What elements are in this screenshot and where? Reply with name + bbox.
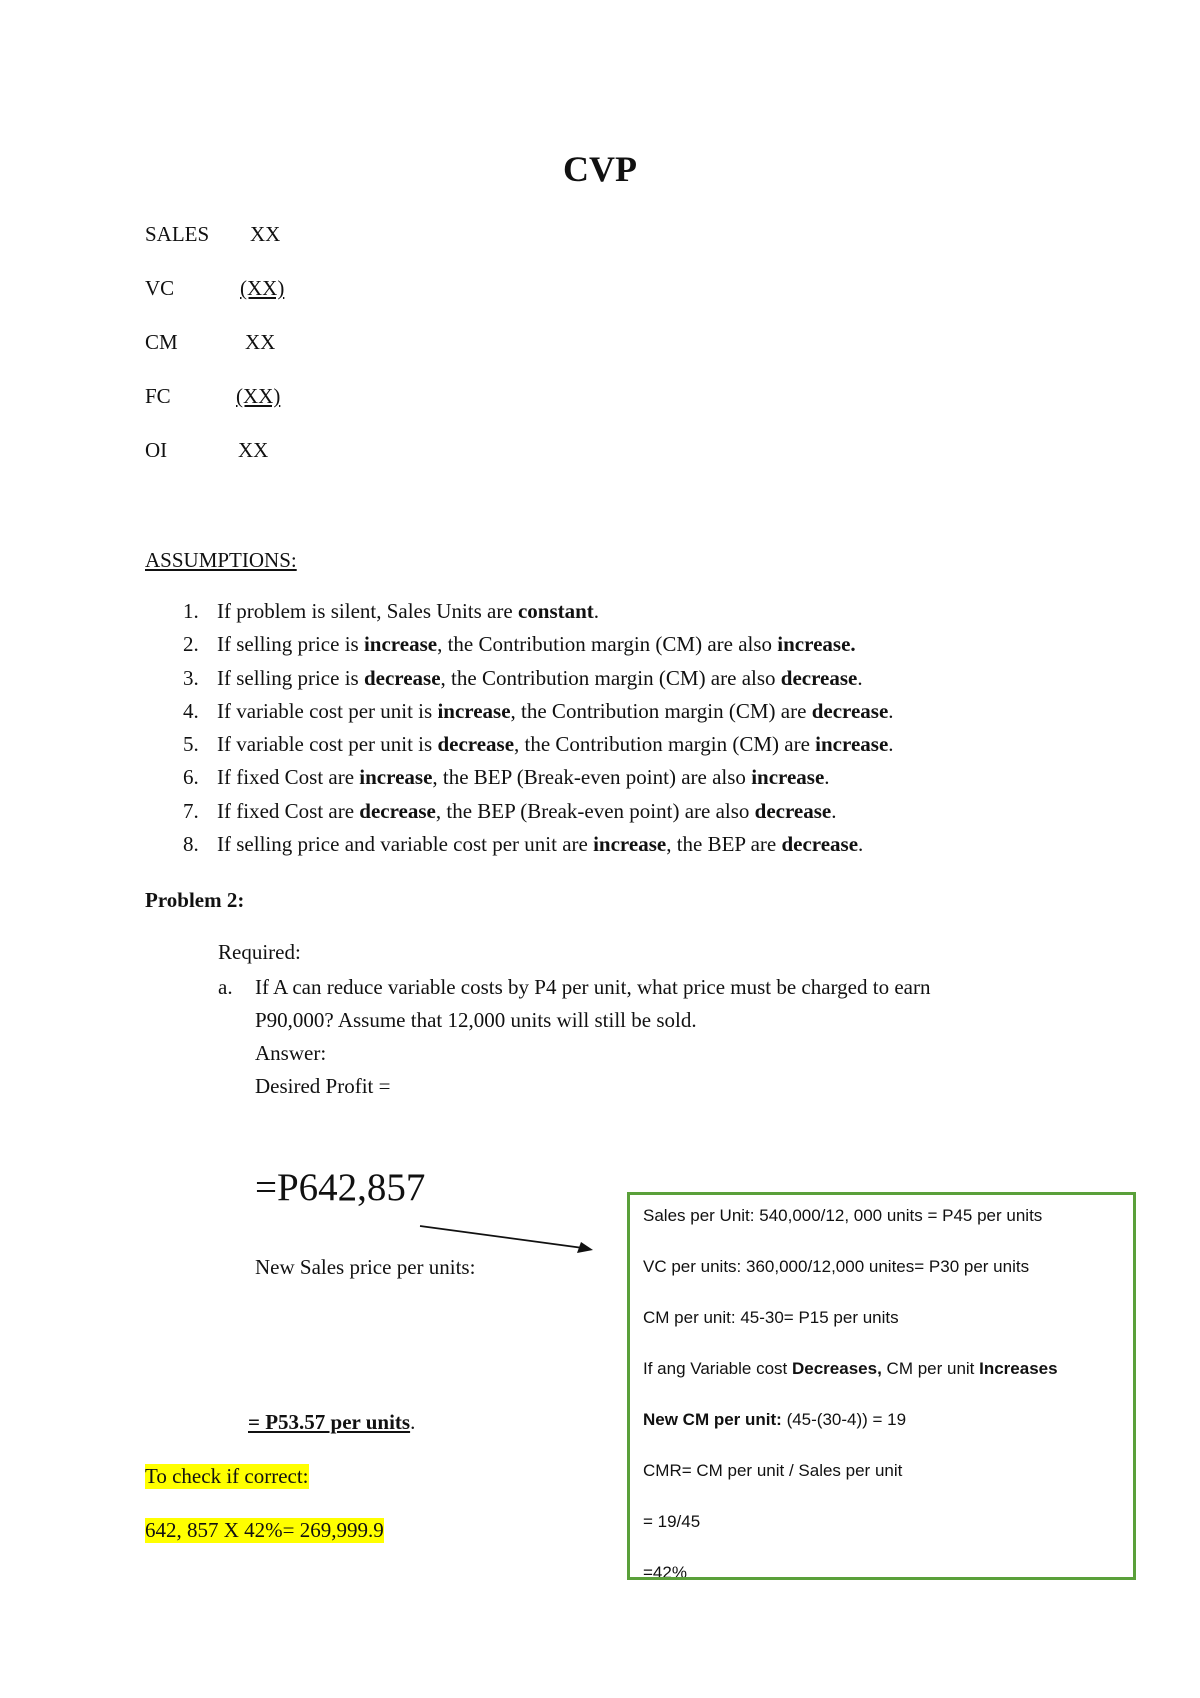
- assumption-bold: decrease: [437, 732, 515, 757]
- answer-label: Answer:: [255, 1041, 327, 1065]
- assumption-text: .: [831, 798, 837, 823]
- assumption-item: [145, 762, 894, 795]
- assumption-number: 8.: [183, 832, 199, 857]
- assumption-text: .: [857, 665, 863, 690]
- answer-value-text: = P53.57 per units: [248, 1410, 411, 1434]
- page-title: CVP: [563, 149, 637, 189]
- statement-label-vc: VC: [145, 276, 175, 300]
- check-calculation: 642, 857 X 42%= 269,999.9: [145, 1518, 384, 1542]
- assumption-bold: increase: [815, 732, 889, 757]
- box-line-cm-per-unit: [643, 1308, 899, 1328]
- problem-heading: Problem 2:: [145, 888, 245, 912]
- statement-label-fc: FC: [145, 384, 171, 408]
- assumption-text: , the Contribution margin (CM) are: [510, 698, 812, 723]
- required-label: Required:: [218, 940, 301, 964]
- box-bold: Increases: [979, 1359, 1058, 1378]
- box-label: Sales per Unit:: [643, 1206, 760, 1225]
- box-value: 540,000/12, 000 units = P45 per units: [759, 1206, 1043, 1225]
- assumptions-heading: ASSUMPTIONS:: [145, 548, 297, 572]
- box-line-note: [643, 1359, 1058, 1379]
- assumption-item: [145, 629, 894, 662]
- assumption-text: If selling price is: [217, 665, 364, 690]
- statement-value-oi: XX: [238, 438, 269, 462]
- assumption-text: If fixed Cost are: [217, 765, 360, 790]
- assumption-text: .: [593, 599, 600, 623]
- assumption-text: If problem is silent, Sales Units are: [217, 599, 518, 623]
- box-label: New CM per unit:: [643, 1410, 782, 1429]
- assumption-text: , the Contribution margin (CM) are: [514, 732, 816, 757]
- assumption-bold: increase: [593, 832, 667, 857]
- assumption-text: If selling price is: [217, 632, 364, 657]
- assumption-bold: decrease: [359, 798, 436, 823]
- assumption-text: , the Contribution margin (CM) are also: [440, 665, 781, 690]
- box-line-new-cm: [643, 1410, 906, 1430]
- assumption-bold: decrease: [781, 832, 859, 857]
- statement-value-cm: XX: [245, 330, 276, 354]
- assumption-text: If fixed Cost are: [217, 798, 360, 823]
- desired-profit-label: Desired Profit =: [255, 1074, 391, 1098]
- question-line-1: If A can reduce variable costs by P4 per unit, what price must be charged to earn: [255, 975, 931, 999]
- box-text: CM per unit: [881, 1359, 980, 1378]
- assumption-item: [145, 829, 894, 862]
- assumption-bold: increase: [363, 632, 438, 657]
- assumption-number: 7.: [183, 798, 199, 823]
- box-bold: Decreases,: [792, 1359, 882, 1378]
- assumption-item: [145, 663, 894, 696]
- assumption-text: .: [858, 832, 864, 857]
- box-label: VC per units:: [643, 1257, 746, 1276]
- assumption-bold: decrease: [811, 698, 889, 723]
- assumption-text: , the BEP (Break-even point) are also: [435, 798, 755, 823]
- statement-label-cm: CM: [145, 330, 178, 354]
- assumption-text: If selling price and variable cost per unit are: [217, 832, 594, 857]
- assumptions-list: [145, 596, 894, 862]
- statement-label-oi: OI: [145, 438, 168, 462]
- assumption-bold: decrease: [754, 798, 832, 823]
- box-label: CM per unit:: [643, 1308, 741, 1327]
- check-label: To check if correct:: [145, 1464, 309, 1488]
- assumption-number: 1.: [183, 599, 199, 623]
- question-letter: a.: [218, 975, 233, 999]
- box-line-cmr-result: =42%: [643, 1563, 687, 1580]
- assumption-text: .: [824, 765, 830, 790]
- assumption-text: If variable cost per unit is: [217, 698, 438, 723]
- box-line-cmr-formula: CMR= CM per unit / Sales per unit: [643, 1461, 903, 1480]
- assumption-text: , the BEP (Break-even point) are also: [432, 765, 752, 790]
- assumption-item: [145, 796, 894, 829]
- assumption-bold: constant: [517, 599, 594, 623]
- assumption-number: 4.: [183, 698, 199, 723]
- assumption-number: 3.: [183, 665, 199, 690]
- assumption-text: .: [888, 732, 894, 757]
- assumption-text: , the Contribution margin (CM) are also: [437, 632, 778, 657]
- assumption-text: If variable cost per unit is: [217, 732, 438, 757]
- assumption-item: [145, 696, 894, 729]
- box-line-sales-per-unit: [643, 1206, 1042, 1226]
- computation-box: [627, 1192, 1136, 1580]
- box-text: If ang Variable cost: [643, 1359, 792, 1378]
- assumption-number: 5.: [183, 732, 199, 757]
- new-sales-price-label: New Sales price per units:: [255, 1255, 476, 1279]
- assumption-bold: increase.: [777, 632, 856, 657]
- desired-sales-value: =P642,857: [255, 1166, 426, 1209]
- statement-value-fc: (XX): [236, 384, 281, 408]
- box-value: 45-30= P15 per units: [740, 1308, 899, 1327]
- box-value: (45-(30-4)) = 19: [781, 1410, 907, 1429]
- arrow-icon: [415, 1220, 595, 1260]
- assumption-item: [145, 596, 894, 629]
- assumption-number: 2.: [183, 632, 199, 657]
- assumption-bold: increase: [359, 765, 433, 790]
- statement-label-sales: SALES: [145, 222, 210, 246]
- assumption-bold: increase: [437, 698, 511, 723]
- statement-value-sales: XX: [250, 222, 281, 246]
- answer-suffix: .: [410, 1410, 416, 1434]
- assumption-bold: decrease: [780, 665, 858, 690]
- statement-value-vc: (XX): [240, 276, 285, 300]
- assumption-text: .: [888, 698, 894, 723]
- box-line-cmr-fraction: = 19/45: [643, 1512, 701, 1531]
- assumption-number: 6.: [183, 765, 199, 790]
- answer-value: [248, 1410, 415, 1435]
- question-line-2: P90,000? Assume that 12,000 units will still be sold.: [255, 1008, 697, 1032]
- assumption-bold: decrease: [363, 665, 441, 690]
- box-value: 360,000/12,000 unites= P30 per units: [746, 1257, 1030, 1276]
- box-line-vc-per-unit: [643, 1257, 1029, 1277]
- assumption-bold: increase: [751, 765, 825, 790]
- assumption-text: , the BEP are: [666, 832, 782, 857]
- assumption-item: [145, 729, 894, 762]
